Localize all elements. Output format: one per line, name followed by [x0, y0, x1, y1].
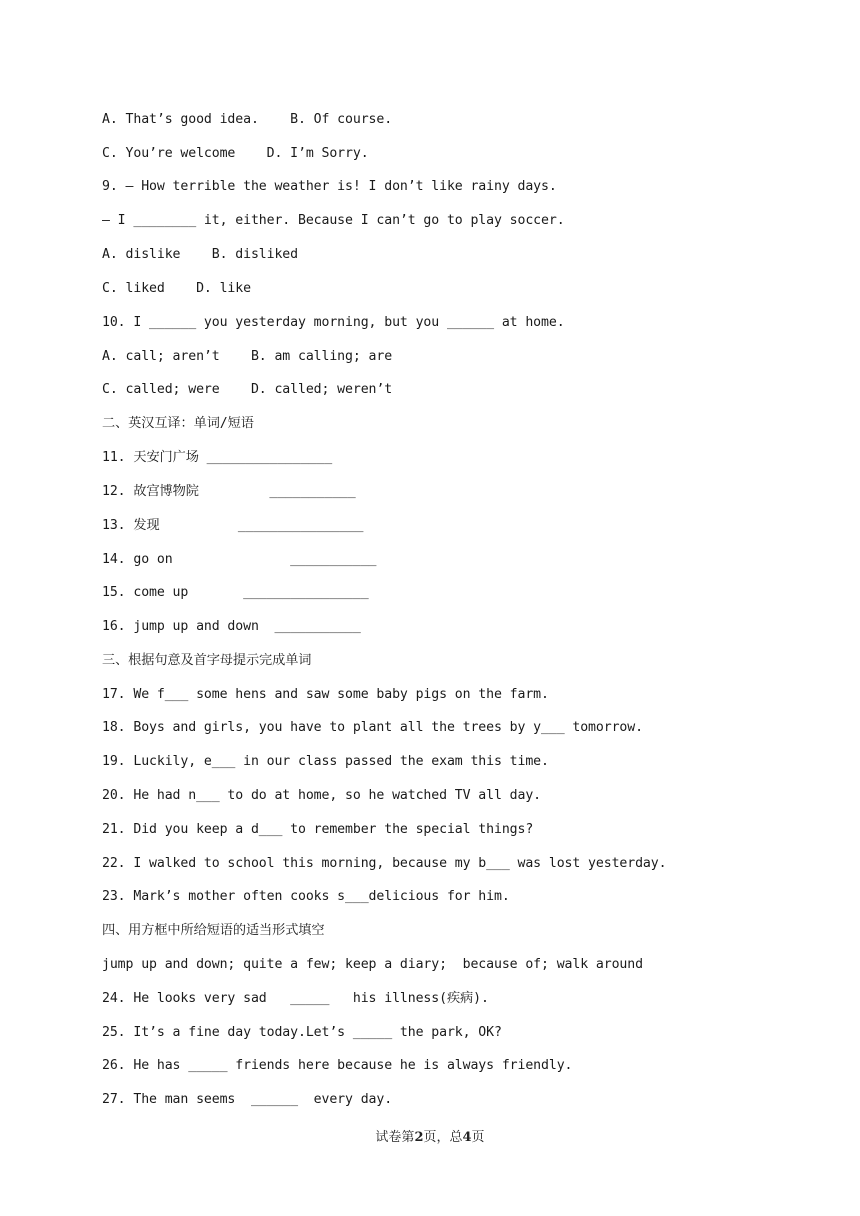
- q9-prompt: 9. — How terrible the weather is! I don’t like rainy days.: [102, 179, 557, 194]
- q16: 16. jump up and down ___________: [102, 619, 361, 634]
- q14: 14. go on ___________: [102, 552, 377, 567]
- q13: 13. 发现 ________________: [102, 518, 364, 533]
- footer-prefix: 试卷第: [375, 1130, 415, 1145]
- footer-middle: 页，总: [423, 1130, 463, 1145]
- q22: 22. I walked to school this morning, because my b___ was lost yesterday.: [102, 856, 667, 871]
- footer-total-pages: 4: [462, 1130, 472, 1145]
- q24: 24. He looks very sad _____ his illness(疾病).: [102, 991, 489, 1006]
- section-4-heading: 四、用方框中所给短语的适当形式填空: [102, 923, 325, 938]
- q12: 12. 故宫博物院 ___________: [102, 484, 356, 499]
- q10-prompt: 10. I ______ you yesterday morning, but you ______ at home.: [102, 315, 565, 330]
- footer-suffix: 页: [471, 1130, 485, 1145]
- q8-options-ab: A. That’s good idea. B. Of course.: [102, 112, 393, 127]
- q19: 19. Luckily, e___ in our class passed the exam this time.: [102, 754, 549, 769]
- q27: 27. The man seems ______ every day.: [102, 1092, 393, 1107]
- section-3-heading: 三、根据句意及首字母提示完成单词: [102, 653, 312, 668]
- q8-options-cd: C. You’re welcome D. I’m Sorry.: [102, 146, 369, 161]
- q11: 11. 天安门广场 ________________: [102, 450, 333, 465]
- q10-options-ab: A. call; aren’t B. am calling; are: [102, 349, 393, 364]
- q15: 15. come up ________________: [102, 585, 369, 600]
- page-footer: [0, 1126, 860, 1145]
- q23: 23. Mark’s mother often cooks s___delicious for him.: [102, 889, 510, 904]
- q10-options-cd: C. called; were D. called; weren’t: [102, 382, 393, 397]
- section-2-heading: 二、英汉互译：单词/短语: [102, 416, 254, 431]
- q18: 18. Boys and girls, you have to plant all the trees by y___ tomorrow.: [102, 720, 643, 735]
- q9-response: — I ________ it, either. Because I can’t go to play soccer.: [102, 213, 565, 228]
- footer-page-number: 2: [414, 1130, 424, 1145]
- q26: 26. He has _____ friends here because he is always friendly.: [102, 1058, 573, 1073]
- q17: 17. We f___ some hens and saw some baby pigs on the farm.: [102, 687, 549, 702]
- q25: 25. It’s a fine day today.Let’s _____ the park, OK?: [102, 1025, 502, 1040]
- q9-options-ab: A. dislike B. disliked: [102, 247, 298, 262]
- phrase-bank: jump up and down; quite a few; keep a diary; because of; walk around: [102, 957, 643, 972]
- q21: 21. Did you keep a d___ to remember the special things?: [102, 822, 534, 837]
- q9-options-cd: C. liked D. like: [102, 281, 251, 296]
- q20: 20. He had n___ to do at home, so he watched TV all day.: [102, 788, 542, 803]
